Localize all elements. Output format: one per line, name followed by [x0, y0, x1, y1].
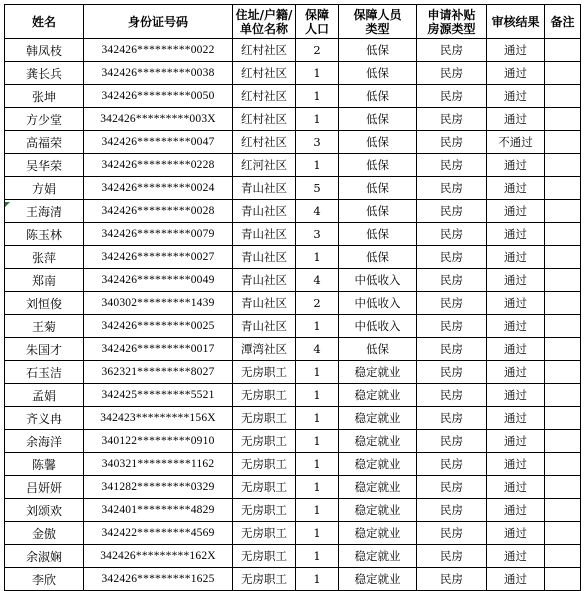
cell-name[interactable]: 朱国才 [5, 338, 84, 361]
cell-household-size[interactable]: 1 [296, 407, 339, 430]
cell-household-size[interactable]: 1 [296, 108, 339, 131]
cell-remarks[interactable] [545, 62, 581, 85]
cell-remarks[interactable] [545, 177, 581, 200]
cell-remarks[interactable] [545, 499, 581, 522]
cell-address[interactable]: 青山社区 [233, 246, 296, 269]
table-row [5, 85, 581, 108]
cell-address[interactable]: 青山社区 [233, 177, 296, 200]
table-row [5, 62, 581, 85]
cell-support-type[interactable]: 稳定就业 [339, 407, 417, 430]
cell-review-result[interactable]: 通过 [487, 154, 545, 177]
cell-id-number[interactable]: 342423*********156X [84, 407, 233, 430]
cell-housing-type[interactable]: 民房 [417, 177, 487, 200]
cell-id-number[interactable]: 342426*********0049 [84, 269, 233, 292]
cell-name[interactable]: 李欣 [5, 568, 84, 591]
cell-address[interactable]: 无房职工 [233, 522, 296, 545]
cell-id-number[interactable]: 340321*********1162 [84, 453, 233, 476]
cell-name[interactable]: 方少堂 [5, 108, 84, 131]
cell-name[interactable]: 石玉洁 [5, 361, 84, 384]
cell-review-result[interactable]: 通过 [487, 361, 545, 384]
cell-name[interactable]: 余淑娴 [5, 545, 84, 568]
cell-address[interactable]: 无房职工 [233, 430, 296, 453]
cell-name[interactable]: 龚长兵 [5, 62, 84, 85]
cell-address[interactable]: 无房职工 [233, 545, 296, 568]
cell-comment-marker [5, 202, 10, 207]
cell-housing-type[interactable]: 民房 [417, 108, 487, 131]
header-household-size: 保障 人口 [296, 5, 339, 39]
table-row [5, 108, 581, 131]
cell-name[interactable]: 陈馨 [5, 453, 84, 476]
table-row [5, 246, 581, 269]
cell-address[interactable]: 红河社区 [233, 154, 296, 177]
cell-household-size[interactable]: 5 [296, 177, 339, 200]
cell-support-type[interactable]: 低保 [339, 154, 417, 177]
cell-name[interactable]: 吕妍妍 [5, 476, 84, 499]
cell-name[interactable]: 金傲 [5, 522, 84, 545]
table-row [5, 154, 581, 177]
cell-housing-type[interactable]: 民房 [417, 131, 487, 154]
cell-review-result[interactable]: 通过 [487, 384, 545, 407]
cell-address[interactable]: 青山社区 [233, 223, 296, 246]
cell-household-size[interactable]: 1 [296, 384, 339, 407]
cell-review-result[interactable]: 通过 [487, 430, 545, 453]
cell-remarks[interactable] [545, 154, 581, 177]
cell-id-number[interactable]: 342426*********0050 [84, 85, 233, 108]
header-address: 住址/户籍/ 单位名称 [233, 5, 296, 39]
table-row [5, 499, 581, 522]
cell-housing-type[interactable]: 民房 [417, 154, 487, 177]
cell-name[interactable]: 吴华荣 [5, 154, 84, 177]
table-row [5, 315, 581, 338]
table-row [5, 476, 581, 499]
cell-remarks[interactable] [545, 223, 581, 246]
cell-remarks[interactable] [545, 85, 581, 108]
cell-support-type[interactable]: 低保 [339, 131, 417, 154]
cell-housing-type[interactable]: 民房 [417, 384, 487, 407]
cell-support-type[interactable]: 中低收入 [339, 269, 417, 292]
cell-review-result[interactable]: 通过 [487, 292, 545, 315]
cell-remarks[interactable] [545, 200, 581, 223]
cell-remarks[interactable] [545, 108, 581, 131]
header-name: 姓名 [5, 5, 84, 39]
cell-support-type[interactable]: 低保 [339, 177, 417, 200]
cell-support-type[interactable]: 低保 [339, 108, 417, 131]
cell-id-number[interactable]: 342426*********003X [84, 108, 233, 131]
cell-housing-type[interactable]: 民房 [417, 338, 487, 361]
cell-review-result[interactable]: 通过 [487, 315, 545, 338]
cell-review-result[interactable]: 通过 [487, 85, 545, 108]
cell-remarks[interactable] [545, 39, 581, 62]
cell-household-size[interactable]: 2 [296, 39, 339, 62]
cell-remarks[interactable] [545, 246, 581, 269]
cell-address[interactable]: 青山社区 [233, 269, 296, 292]
cell-name[interactable]: 余海洋 [5, 430, 84, 453]
cell-housing-type[interactable]: 民房 [417, 568, 487, 591]
cell-housing-type[interactable]: 民房 [417, 545, 487, 568]
cell-review-result[interactable]: 通过 [487, 269, 545, 292]
cell-id-number[interactable]: 342426*********1625 [84, 568, 233, 591]
table-row [5, 568, 581, 591]
cell-housing-type[interactable]: 民房 [417, 315, 487, 338]
cell-support-type[interactable]: 稳定就业 [339, 499, 417, 522]
approval-table [4, 4, 581, 591]
cell-id-number[interactable]: 342426*********0047 [84, 131, 233, 154]
cell-housing-type[interactable]: 民房 [417, 453, 487, 476]
cell-remarks[interactable] [545, 453, 581, 476]
cell-remarks[interactable] [545, 131, 581, 154]
header-remarks: 备注 [545, 5, 581, 39]
cell-name[interactable]: 刘恒俊 [5, 292, 84, 315]
cell-housing-type[interactable]: 民房 [417, 269, 487, 292]
cell-id-number[interactable]: 340302*********1439 [84, 292, 233, 315]
cell-address[interactable]: 无房职工 [233, 361, 296, 384]
cell-name[interactable]: 高福荣 [5, 131, 84, 154]
cell-support-type[interactable]: 稳定就业 [339, 568, 417, 591]
table-row [5, 338, 581, 361]
cell-review-result[interactable]: 通过 [487, 499, 545, 522]
cell-address[interactable]: 潭湾社区 [233, 338, 296, 361]
cell-name[interactable]: 张坤 [5, 85, 84, 108]
cell-name[interactable]: 陈玉林 [5, 223, 84, 246]
header-id-number: 身份证号码 [84, 5, 233, 39]
cell-support-type[interactable]: 低保 [339, 338, 417, 361]
cell-housing-type[interactable]: 民房 [417, 39, 487, 62]
cell-id-number[interactable]: 342422*********4569 [84, 522, 233, 545]
cell-support-type[interactable]: 稳定就业 [339, 384, 417, 407]
cell-id-number[interactable]: 342426*********0079 [84, 223, 233, 246]
cell-name[interactable]: 张萍 [5, 246, 84, 269]
cell-review-result[interactable]: 通过 [487, 407, 545, 430]
cell-address[interactable]: 红村社区 [233, 85, 296, 108]
cell-support-type[interactable]: 低保 [339, 62, 417, 85]
cell-household-size[interactable]: 4 [296, 338, 339, 361]
cell-name[interactable]: 韩凤枝 [5, 39, 84, 62]
cell-address[interactable]: 红村社区 [233, 131, 296, 154]
cell-remarks[interactable] [545, 384, 581, 407]
cell-remarks[interactable] [545, 269, 581, 292]
cell-housing-type[interactable]: 民房 [417, 200, 487, 223]
cell-housing-type[interactable]: 民房 [417, 430, 487, 453]
cell-name[interactable]: 郑南 [5, 269, 84, 292]
cell-address[interactable]: 青山社区 [233, 292, 296, 315]
cell-housing-type[interactable]: 民房 [417, 85, 487, 108]
cell-household-size[interactable]: 1 [296, 430, 339, 453]
cell-household-size[interactable]: 1 [296, 476, 339, 499]
cell-name[interactable]: 齐义冉 [5, 407, 84, 430]
cell-support-type[interactable]: 中低收入 [339, 315, 417, 338]
header-support-type: 保障人员 类型 [339, 5, 417, 39]
cell-household-size[interactable]: 4 [296, 200, 339, 223]
cell-support-type[interactable]: 稳定就业 [339, 545, 417, 568]
cell-address[interactable]: 红村社区 [233, 39, 296, 62]
cell-household-size[interactable]: 2 [296, 292, 339, 315]
cell-review-result[interactable]: 通过 [487, 62, 545, 85]
cell-household-size[interactable]: 3 [296, 223, 339, 246]
cell-support-type[interactable]: 低保 [339, 85, 417, 108]
cell-housing-type[interactable]: 民房 [417, 223, 487, 246]
cell-household-size[interactable]: 1 [296, 62, 339, 85]
cell-name[interactable]: 刘颂欢 [5, 499, 84, 522]
cell-household-size[interactable]: 1 [296, 154, 339, 177]
header-housing-type: 申请补贴 房源类型 [417, 5, 487, 39]
cell-household-size[interactable]: 1 [296, 453, 339, 476]
table-row [5, 177, 581, 200]
cell-review-result[interactable]: 通过 [487, 453, 545, 476]
cell-housing-type[interactable]: 民房 [417, 499, 487, 522]
cell-review-result[interactable]: 通过 [487, 568, 545, 591]
cell-id-number[interactable]: 342401*********4829 [84, 499, 233, 522]
table-row [5, 430, 581, 453]
cell-review-result[interactable]: 通过 [487, 177, 545, 200]
cell-review-result[interactable]: 通过 [487, 39, 545, 62]
table-row [5, 131, 581, 154]
cell-support-type[interactable]: 低保 [339, 223, 417, 246]
table-row [5, 269, 581, 292]
cell-support-type[interactable]: 低保 [339, 246, 417, 269]
cell-housing-type[interactable]: 民房 [417, 292, 487, 315]
cell-housing-type[interactable]: 民房 [417, 361, 487, 384]
cell-household-size[interactable]: 1 [296, 568, 339, 591]
cell-support-type[interactable]: 中低收入 [339, 292, 417, 315]
cell-household-size[interactable]: 3 [296, 131, 339, 154]
cell-address[interactable]: 红村社区 [233, 62, 296, 85]
cell-address[interactable]: 无房职工 [233, 407, 296, 430]
cell-household-size[interactable]: 1 [296, 315, 339, 338]
cell-review-result[interactable]: 通过 [487, 246, 545, 269]
table-row [5, 522, 581, 545]
table-row [5, 361, 581, 384]
cell-address[interactable]: 青山社区 [233, 315, 296, 338]
cell-remarks[interactable] [545, 407, 581, 430]
cell-review-result[interactable]: 通过 [487, 108, 545, 131]
cell-id-number[interactable]: 342426*********0025 [84, 315, 233, 338]
cell-address[interactable]: 无房职工 [233, 453, 296, 476]
cell-housing-type[interactable]: 民房 [417, 62, 487, 85]
cell-remarks[interactable] [545, 361, 581, 384]
table-row [5, 39, 581, 62]
cell-review-result[interactable]: 通过 [487, 223, 545, 246]
cell-support-type[interactable]: 稳定就业 [339, 522, 417, 545]
cell-remarks[interactable] [545, 545, 581, 568]
cell-id-number[interactable]: 342426*********0038 [84, 62, 233, 85]
table-row [5, 545, 581, 568]
cell-household-size[interactable]: 1 [296, 85, 339, 108]
cell-review-result[interactable]: 通过 [487, 338, 545, 361]
cell-remarks[interactable] [545, 338, 581, 361]
table-row [5, 292, 581, 315]
cell-review-result[interactable]: 不通过 [487, 131, 545, 154]
cell-housing-type[interactable]: 民房 [417, 522, 487, 545]
table-row [5, 384, 581, 407]
cell-address[interactable]: 无房职工 [233, 568, 296, 591]
cell-household-size[interactable]: 1 [296, 499, 339, 522]
cell-name[interactable]: 王海清 [5, 200, 84, 223]
table-row [5, 453, 581, 476]
cell-id-number[interactable]: 341282*********0329 [84, 476, 233, 499]
cell-support-type[interactable]: 低保 [339, 200, 417, 223]
cell-housing-type[interactable]: 民房 [417, 476, 487, 499]
cell-id-number[interactable]: 342426*********0027 [84, 246, 233, 269]
cell-household-size[interactable]: 1 [296, 545, 339, 568]
cell-name[interactable]: 王菊 [5, 315, 84, 338]
table-row [5, 200, 581, 223]
cell-id-number[interactable]: 340122*********0910 [84, 430, 233, 453]
cell-review-result[interactable]: 通过 [487, 200, 545, 223]
cell-address[interactable]: 无房职工 [233, 499, 296, 522]
cell-id-number[interactable]: 342426*********0022 [84, 39, 233, 62]
cell-id-number[interactable]: 342426*********0017 [84, 338, 233, 361]
cell-name[interactable]: 孟娟 [5, 384, 84, 407]
cell-support-type[interactable]: 低保 [339, 39, 417, 62]
table-row [5, 223, 581, 246]
cell-remarks[interactable] [545, 292, 581, 315]
cell-review-result[interactable]: 通过 [487, 476, 545, 499]
cell-id-number[interactable]: 342426*********162X [84, 545, 233, 568]
cell-remarks[interactable] [545, 568, 581, 591]
cell-household-size[interactable]: 1 [296, 246, 339, 269]
cell-id-number[interactable]: 342426*********0024 [84, 177, 233, 200]
cell-id-number[interactable]: 342425*********5521 [84, 384, 233, 407]
cell-review-result[interactable]: 通过 [487, 545, 545, 568]
header-review-result: 审核结果 [487, 5, 545, 39]
cell-remarks[interactable] [545, 430, 581, 453]
table-row [5, 407, 581, 430]
cell-remarks[interactable] [545, 522, 581, 545]
cell-name[interactable]: 方娟 [5, 177, 84, 200]
cell-housing-type[interactable]: 民房 [417, 407, 487, 430]
cell-id-number[interactable]: 362321*********8027 [84, 361, 233, 384]
cell-address[interactable]: 青山社区 [233, 200, 296, 223]
cell-housing-type[interactable]: 民房 [417, 246, 487, 269]
cell-id-number[interactable]: 342426*********0028 [84, 200, 233, 223]
cell-id-number[interactable]: 342426*********0228 [84, 154, 233, 177]
cell-household-size[interactable]: 4 [296, 269, 339, 292]
cell-household-size[interactable]: 1 [296, 522, 339, 545]
header-row [5, 5, 581, 39]
cell-household-size[interactable]: 1 [296, 361, 339, 384]
cell-review-result[interactable]: 通过 [487, 522, 545, 545]
cell-support-type[interactable]: 稳定就业 [339, 430, 417, 453]
cell-address[interactable]: 无房职工 [233, 384, 296, 407]
cell-support-type[interactable]: 稳定就业 [339, 361, 417, 384]
cell-support-type[interactable]: 稳定就业 [339, 476, 417, 499]
cell-remarks[interactable] [545, 315, 581, 338]
cell-address[interactable]: 无房职工 [233, 476, 296, 499]
cell-address[interactable]: 红村社区 [233, 108, 296, 131]
cell-remarks[interactable] [545, 476, 581, 499]
cell-support-type[interactable]: 稳定就业 [339, 453, 417, 476]
